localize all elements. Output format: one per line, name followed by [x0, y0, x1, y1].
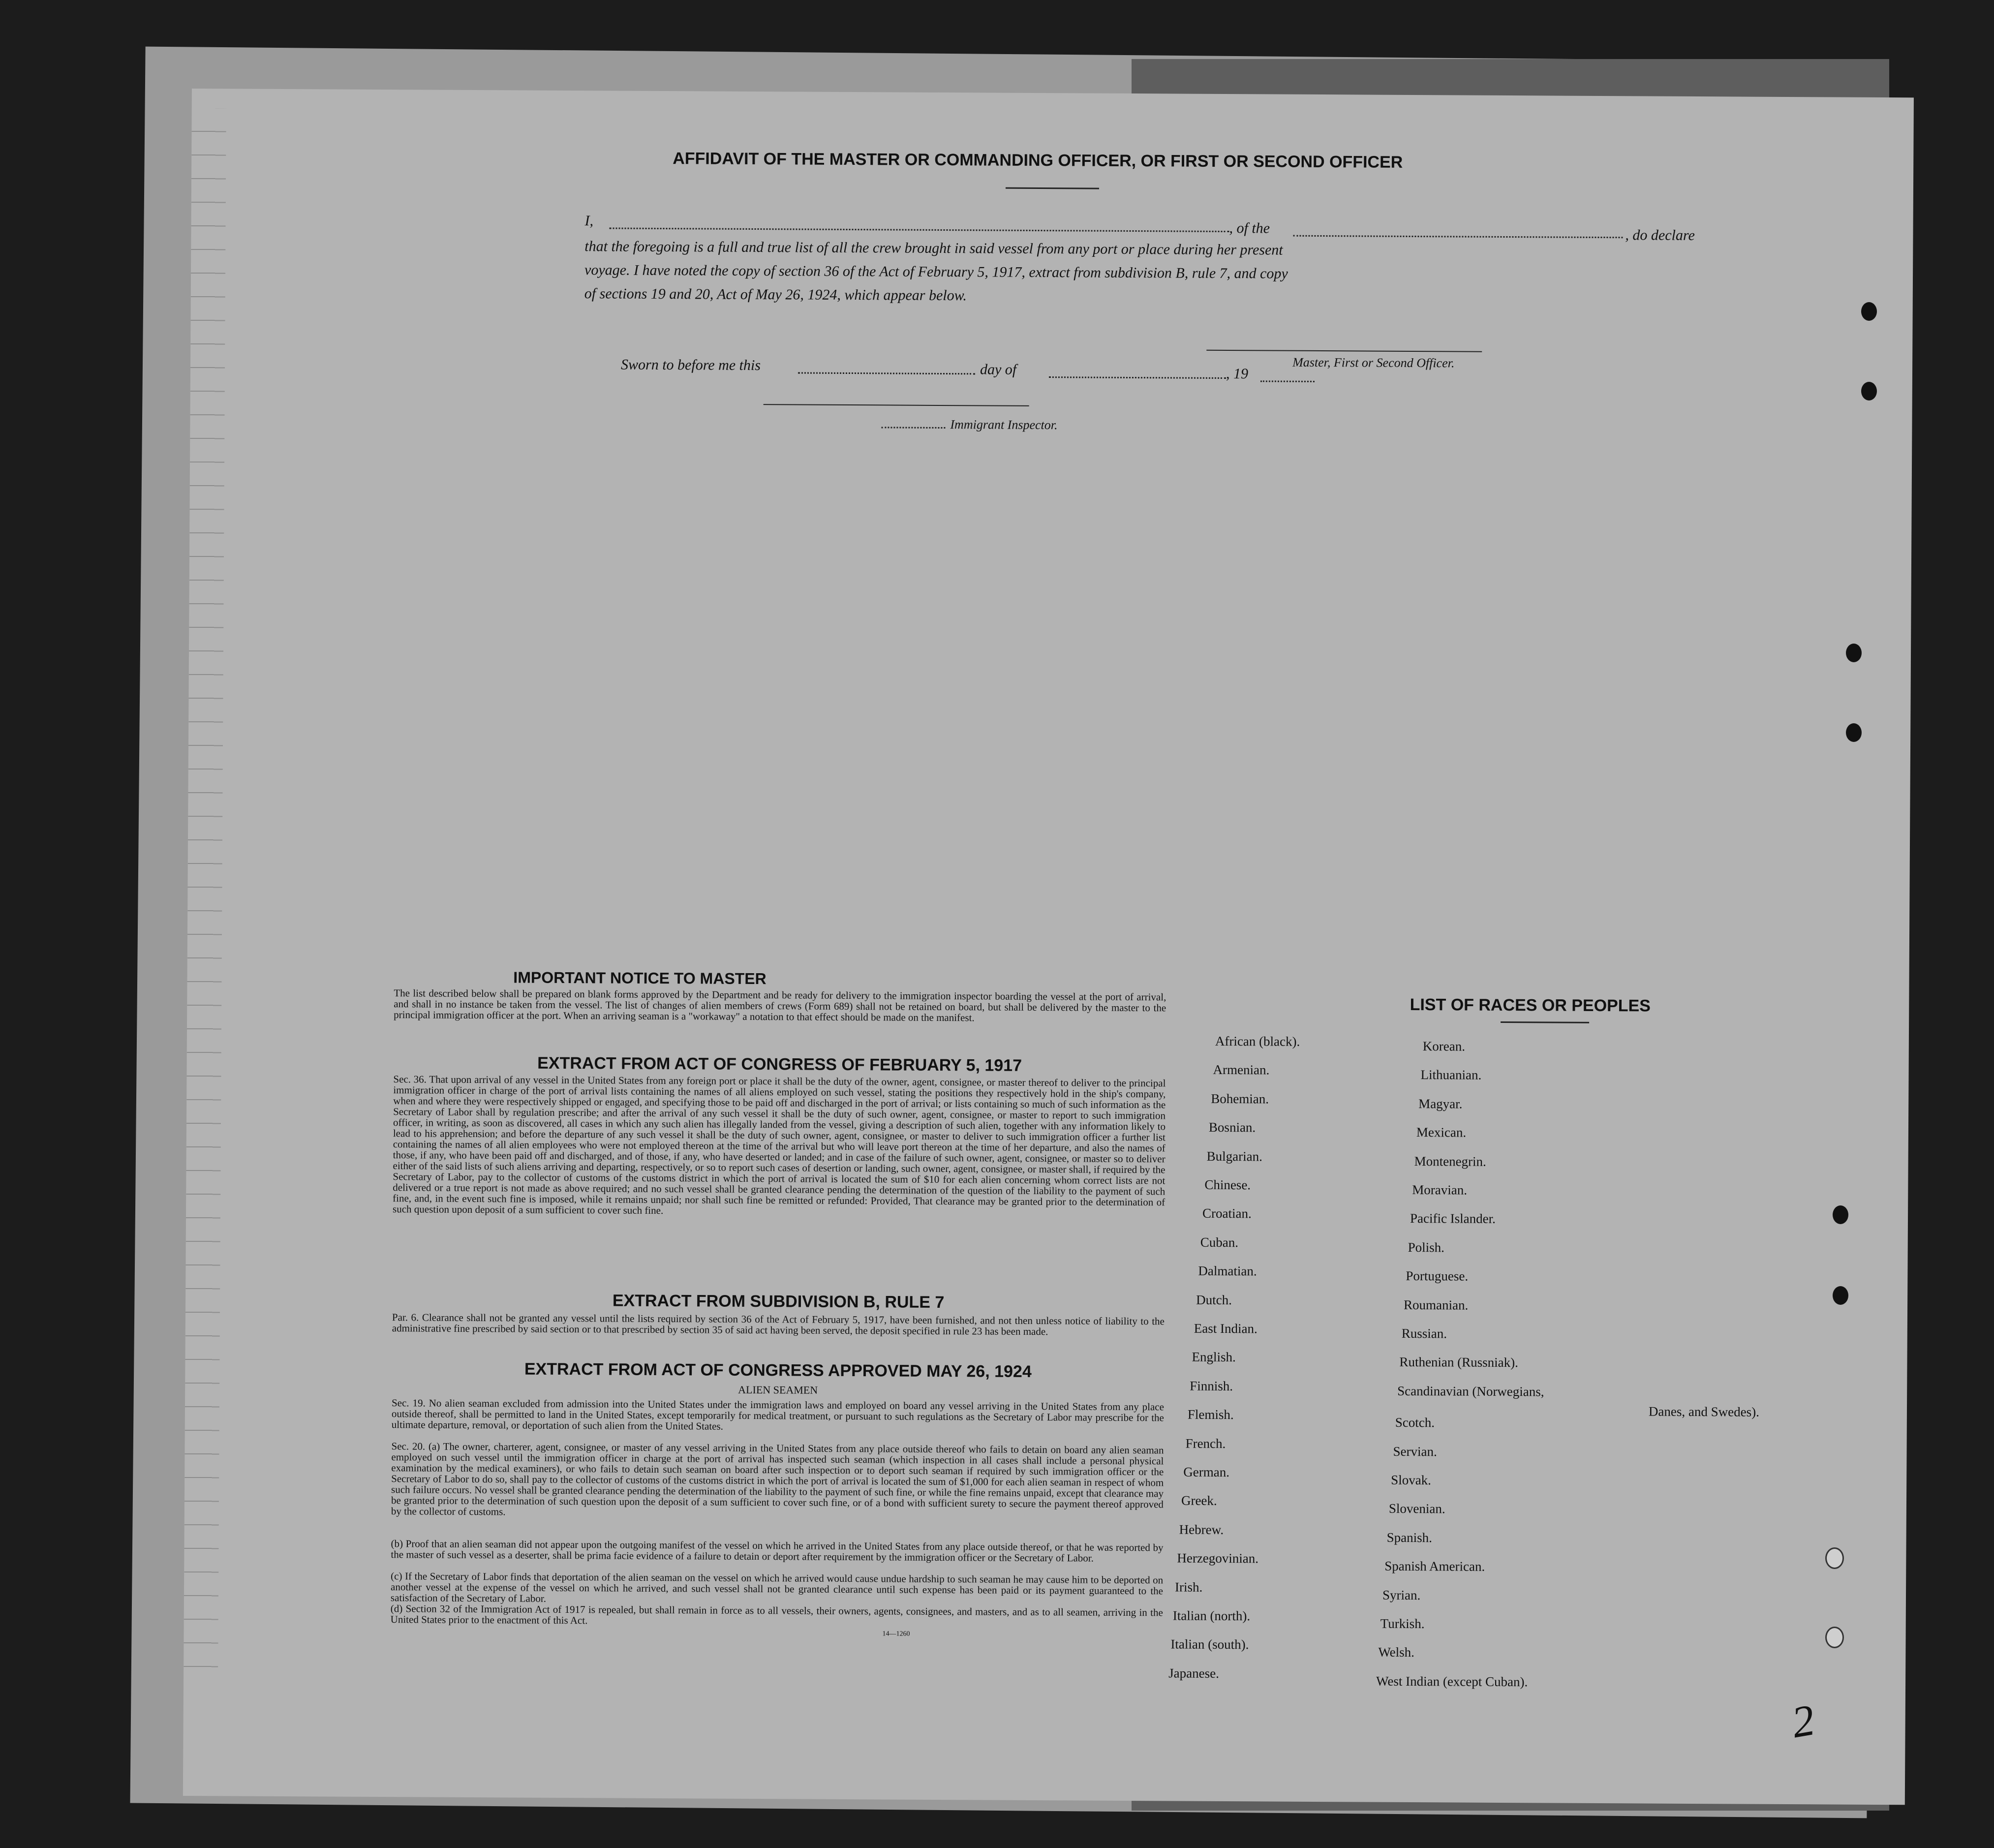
binder-hole	[1846, 644, 1862, 662]
name-field-line	[610, 227, 1229, 232]
affidavit-line-2: that the foregoing is a full and true list of all the crew brought in said vessel from any port or place during her present	[584, 238, 1283, 258]
master-signature-line	[1206, 350, 1482, 352]
vessel-field-line	[1293, 235, 1623, 239]
race-item: Spanish American.	[1384, 1558, 1485, 1574]
race-item: Pacific Islander.	[1410, 1211, 1496, 1227]
handwritten-corner-mark: 2	[1788, 1695, 1818, 1748]
race-item: East Indian.	[1194, 1321, 1258, 1336]
extract-rule7-text: Par. 6. Clearance shall not be granted any vessel until the lists required by section 36 of the Act of February 5, 1917, have been furnished, and not then unless notice of liability to the administrative fine prescribed by said section or to that prescribed by section 35 of said act having been served, the deposit specified in rule 23 has been made.	[392, 1311, 1165, 1338]
race-item: Chinese.	[1204, 1177, 1251, 1193]
affidavit-declare: , do declare	[1625, 227, 1695, 244]
affidavit-line-3: voyage. I have noted the copy of section 36 of the Act of February 5, 1917, extract from subdivision B, rule 7, and copy	[584, 262, 1288, 282]
sec-19-text: Sec. 19. No alien seaman excluded from admission into the United States under the immigration laws and employed on board any vessel arriving in the United States from any place outside thereof, shall be permitted to land in the United States, except temporarily for medical treatment, or pursuant to such regulations as the Secretary of Labor may prescribe for the ultimate departure, removal, or deportation of such alien from the United States.	[391, 1397, 1165, 1432]
extract-1924-title: EXTRACT FROM ACT OF CONGRESS APPROVED MAY 26, 1924	[524, 1359, 1032, 1381]
affidavit-title: AFFIDAVIT OF THE MASTER OR COMMANDING OFFICER, OR FIRST OR SECOND OFFICER	[673, 149, 1403, 172]
race-item: Dutch.	[1196, 1292, 1232, 1307]
race-item: Italian (north).	[1172, 1608, 1251, 1624]
race-item: Greek.	[1181, 1493, 1217, 1509]
race-item: Slovenian.	[1388, 1501, 1445, 1516]
race-item: Portuguese.	[1406, 1268, 1469, 1284]
binder-hole	[1833, 1205, 1848, 1224]
year-label: , 19	[1226, 366, 1249, 382]
race-item: Italian (south).	[1170, 1636, 1249, 1652]
sworn-label: Sworn to before me this	[620, 356, 761, 374]
race-item: Bosnian.	[1208, 1120, 1256, 1135]
sworn-month-line	[1049, 376, 1226, 379]
extract-1917-text: Sec. 36. That upon arrival of any vessel in the United States from any foreign port or place it shall be the duty of the owner, agent, consignee, or master thereof to deliver to the principal immigration officer in charge of the port of arrival lists containing the names of all aliens employed on such vessel, stating the positions they respectively hold in the ship's company, when and where they were respectively shipped or engaged, and specifying those to be paid off and discharged in the port of arrival; or lists containing so much of such information as the Secretary of Labor shall by regulation prescribe; and after the arrival of any such vessel it shall be the duty of such owner, agent, consignee, or master to report to such immigration officer, in writing, as soon as discovered, all cases in which any such alien has illegally landed from the vessel, giving a description of such alien, together with any information likely to lead to his apprehension; and before the departure of any such vessel it shall be the duty of such owner, agent, consignee, or master to deliver to such immigration officer a further list containing the names of all alien employees who were not employed thereon at the time of the arrival but who will leave port thereon at the time of her departure, and also the names of those, if any, who have been paid off and discharged, and of those, if any, who have deserted or landed; and in case of the failure of such owner, agent, consignee, or master so to deliver either of the said lists of such aliens arriving and departing, respectively, or so to report such cases of desertion or landing, such owner, agent, consignee, or master shall, if required by the Secretary of Labor, pay to the collector of customs of the customs district in which the port of arrival is located the sum of $10 for each alien concerning whom correct lists are not delivered or a true report is not made as above required; and no such vessel shall be granted clearance pending the determination of the question of the liability to the payment of such fine, and, in the event such fine is imposed, while it remains unpaid; nor shall such fine be remitted or refunded: Provided, That clearance may be granted prior to the determination of such question upon deposit of a sum sufficient to cover such fine.	[393, 1073, 1166, 1217]
race-item: Polish.	[1408, 1239, 1445, 1255]
race-item: Lithuanian.	[1420, 1067, 1482, 1083]
race-item: English.	[1192, 1350, 1236, 1365]
inspector-signature-line	[764, 404, 1029, 406]
race-item: Bohemian.	[1211, 1091, 1269, 1107]
race-item: Croatian.	[1202, 1206, 1252, 1221]
sec-20a-text: Sec. 20. (a) The owner, charterer, agent, consignee, or master of any vessel arriving in the United States from any place outside thereof who fails to detain on board any alien seaman employed on such vessel until the immigration officer in charge at the port of arrival has inspected such seaman (which inspection in all cases shall include a personal physical examination by the medical examiners), or who fails to detain such seaman on board after such inspection or to deport such seaman if required by such immigration officer or the Secretary of Labor to do so, shall pay to the collector of customs of the customs district in which the port of arrival is located the sum of $1,000 for each alien seaman in respect of whom such failure occurs. No vessel shall be granted clearance pending the determination of the liability to the payment of such fine, or while the fine remains unpaid, except that clearance may be granted prior to the determination of such question upon the deposit of a sum sufficient to cover such fine, or of a bond with sufficient surety to secure the payment thereof approved by the collector of customs.	[391, 1440, 1164, 1518]
sworn-year-line	[1260, 380, 1315, 382]
binder-hole	[1825, 1547, 1844, 1569]
race-item: Japanese.	[1168, 1665, 1219, 1681]
race-item: Moravian.	[1412, 1182, 1468, 1198]
race-item: French.	[1185, 1436, 1226, 1451]
race-right-continuation: Danes, and Swedes).	[1648, 1404, 1759, 1419]
binder-hole	[1861, 302, 1877, 321]
race-item: African (black).	[1215, 1033, 1300, 1049]
race-item: Syrian.	[1382, 1587, 1421, 1602]
race-item: Herzegovinian.	[1177, 1550, 1259, 1566]
race-item: Finnish.	[1190, 1378, 1233, 1393]
races-title-rule	[1501, 1021, 1589, 1023]
inspector-prefix-line	[881, 427, 945, 429]
race-item: Scotch.	[1395, 1415, 1435, 1430]
affidavit-line-4: of sections 19 and 20, Act of May 26, 1924, which appear below.	[584, 285, 967, 304]
race-item: Welsh.	[1378, 1645, 1415, 1660]
binder-hole	[1833, 1286, 1848, 1305]
races-title: LIST OF RACES OR PEOPLES	[1410, 995, 1651, 1016]
race-item: Slovak.	[1391, 1472, 1432, 1488]
race-item: Irish.	[1175, 1579, 1203, 1595]
race-item: Turkish.	[1380, 1616, 1425, 1632]
race-item: Magyar.	[1418, 1096, 1463, 1111]
document-page	[183, 89, 1914, 1805]
form-number: 14—1260	[882, 1630, 910, 1638]
binder-hole	[1825, 1627, 1844, 1648]
race-item: Cuban.	[1200, 1234, 1239, 1250]
race-item: Ruthenian (Russniak).	[1399, 1355, 1519, 1370]
race-item: Bulgarian.	[1206, 1148, 1262, 1164]
race-item: German.	[1183, 1464, 1230, 1480]
alien-seamen-subtitle: ALIEN SEAMEN	[738, 1383, 818, 1396]
affidavit-of-the: , of the	[1229, 220, 1270, 237]
race-item: West Indian (except Cuban).	[1376, 1673, 1528, 1690]
notice-title: IMPORTANT NOTICE TO MASTER	[513, 968, 767, 988]
race-item: Flemish.	[1187, 1407, 1234, 1422]
sworn-day-line	[798, 372, 975, 374]
sec-20d-text: (d) Section 32 of the Immigration Act of 1917 is repealed, but shall remain in force as to all vessels, their owners, agents, consignees, and masters, and as to all seamen, arriving in the United States prior to the enactment of this Act.	[390, 1602, 1163, 1627]
notice-text: The list described below shall be prepared on blank forms approved by the Department and be ready for delivery to the immigration inspector boarding the vessel at the port of arrival, and shall in no instance be taken from the vessel. The list of changes of alien members of crews (Form 689) shall not be retained on board, but shall be delivered by the master to the principal immigration officer at the port. When an arriving seaman is a "workaway" a notation to that effect should be made on the manifest.	[394, 987, 1166, 1024]
sec-20b-text: (b) Proof that an alien seaman did not appear upon the outgoing manifest of the vessel on which he arrived in the United States from any place outside thereof, or that he was reported by the master of such vessel as a deserter, shall be prima facie evidence of a failure to detain or deport after requirement by the immigration officer or the Secretary of Labor.	[391, 1538, 1164, 1564]
inspector-label: Immigrant Inspector.	[950, 417, 1058, 432]
race-item: Russian.	[1401, 1325, 1447, 1341]
sec-20c-text: (c) If the Secretary of Labor finds that deportation of the alien seaman on the vessel on which he arrived would cause undue hardship to such seaman he may cause him to be deported on another vessel at the expense of the vessel on which he arrived, and such vessel shall not be granted clearance until such expense has been paid or its payment guaranteed to the satisfaction of the Secretary of Labor.	[390, 1570, 1164, 1604]
binder-hole	[1846, 723, 1862, 742]
race-item: Mexican.	[1416, 1125, 1467, 1140]
race-item: Dalmatian.	[1198, 1263, 1257, 1279]
day-of-label: day of	[980, 361, 1017, 378]
extract-rule7-title: EXTRACT FROM SUBDIVISION B, RULE 7	[612, 1291, 945, 1312]
extract-1917-title: EXTRACT FROM ACT OF CONGRESS OF FEBRUARY 5, 1917	[537, 1053, 1022, 1075]
race-item: Scandinavian (Norwegians,	[1397, 1383, 1544, 1399]
race-item: Montenegrin.	[1414, 1153, 1486, 1169]
race-item: Armenian.	[1213, 1062, 1270, 1078]
affidavit-title-rule	[1006, 187, 1099, 189]
race-item: Hebrew.	[1179, 1522, 1224, 1537]
master-label: Master, First or Second Officer.	[1292, 355, 1455, 370]
binder-hole	[1861, 382, 1877, 400]
race-item: Spanish.	[1386, 1530, 1432, 1545]
race-item: Roumanian.	[1404, 1297, 1469, 1313]
race-item: Korean.	[1422, 1039, 1466, 1054]
affidavit-i: I,	[584, 213, 594, 229]
race-item: Servian.	[1393, 1444, 1437, 1459]
